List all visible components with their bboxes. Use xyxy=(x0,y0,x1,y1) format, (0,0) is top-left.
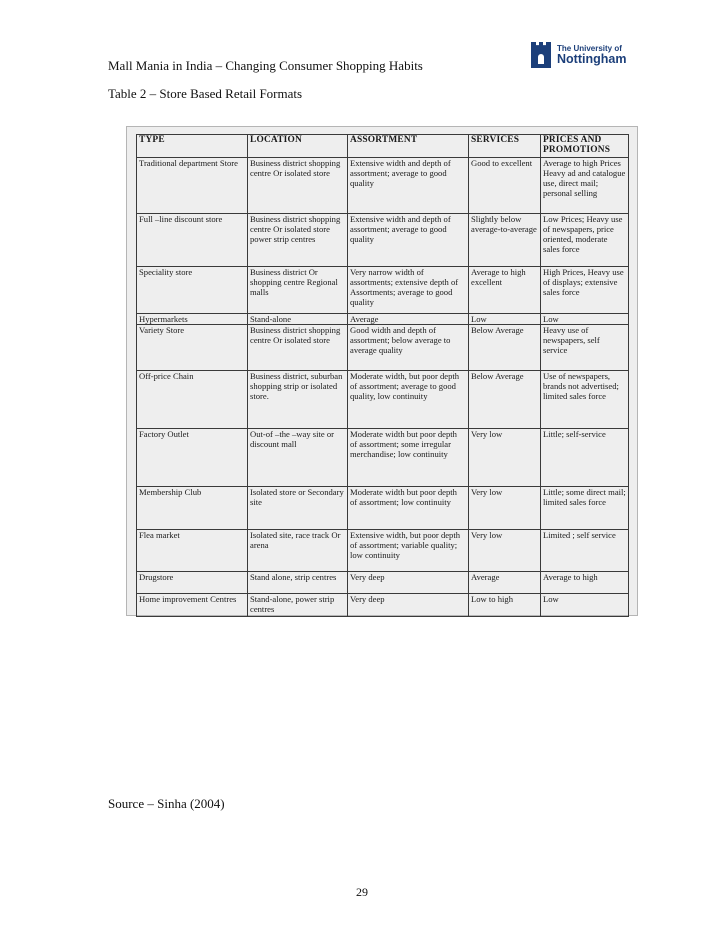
table-caption: Table 2 – Store Based Retail Formats xyxy=(108,86,303,101)
cell-assortment: Extensive width, but poor depth of assortment; variable quality; low continuity xyxy=(348,530,469,572)
scanned-table-image xyxy=(126,126,638,616)
column-header-assortment: ASSORTMENT xyxy=(348,135,469,158)
cell-location: Business district shopping centre Or isolated store xyxy=(248,325,348,371)
cell-type: Flea market xyxy=(137,530,248,572)
cell-assortment: Very deep xyxy=(348,594,469,617)
cell-services: Good to excellent xyxy=(469,158,541,214)
table-row xyxy=(137,594,629,617)
cell-location: Isolated store or Secondary site xyxy=(248,487,348,530)
cell-type: Drugstore xyxy=(137,572,248,594)
cell-type: Variety Store xyxy=(137,325,248,371)
cell-type: Full –line discount store xyxy=(137,214,248,267)
table-row xyxy=(137,214,629,267)
cell-type: Home improvement Centres xyxy=(137,594,248,617)
table-row xyxy=(137,371,629,429)
cell-prices-promotions: High Prices, Heavy use of displays; extensive sales force xyxy=(541,267,629,314)
table-row xyxy=(137,267,629,314)
cell-location: Business district Or shopping centre Regional malls xyxy=(248,267,348,314)
cell-location: Business district shopping centre Or isolated store power strip centres xyxy=(248,214,348,267)
cell-prices-promotions: Average to high Prices Heavy ad and catalogue use, direct mail; personal selling xyxy=(541,158,629,214)
cell-prices-promotions: Little; some direct mail; limited sales force xyxy=(541,487,629,530)
cell-services: Very low xyxy=(469,530,541,572)
cell-assortment: Moderate width but poor depth of assortment; some irregular merchandise; low continuity xyxy=(348,429,469,487)
cell-assortment: Very deep xyxy=(348,572,469,594)
source-citation: Source – Sinha (2004) xyxy=(108,796,225,811)
cell-services: Low to high xyxy=(469,594,541,617)
cell-services: Below Average xyxy=(469,371,541,429)
cell-location: Isolated site, race track Or arena xyxy=(248,530,348,572)
column-header-location: LOCATION xyxy=(248,135,348,158)
table-row xyxy=(137,487,629,530)
cell-location: Out-of –the –way site or discount mall xyxy=(248,429,348,487)
cell-services: Low xyxy=(469,314,541,325)
cell-services: Average to high excellent xyxy=(469,267,541,314)
cell-prices-promotions: Low xyxy=(541,314,629,325)
table-row xyxy=(137,325,629,371)
cell-prices-promotions: Little; self-service xyxy=(541,429,629,487)
logo-line-2: Nottingham xyxy=(557,51,627,66)
cell-location: Stand-alone xyxy=(248,314,348,325)
retail-formats-table xyxy=(136,134,629,617)
column-header-type: TYPE xyxy=(137,135,248,158)
column-header-services: SERVICES xyxy=(469,135,541,158)
cell-services: Very low xyxy=(469,429,541,487)
cell-assortment: Average xyxy=(348,314,469,325)
page-number: 29 xyxy=(356,885,368,899)
cell-type: Traditional department Store xyxy=(137,158,248,214)
cell-type: Speciality store xyxy=(137,267,248,314)
university-logo xyxy=(531,42,626,68)
table-row xyxy=(137,530,629,572)
column-header-prices-promotions: PRICES AND PROMOTIONS xyxy=(541,135,629,158)
cell-assortment: Moderate width, but poor depth of assortment; average to good quality, low continuity xyxy=(348,371,469,429)
cell-prices-promotions: Low Prices; Heavy use of newspapers, price oriented, moderate sales force xyxy=(541,214,629,267)
cell-location: Business district shopping centre Or isolated store xyxy=(248,158,348,214)
cell-services: Slightly below average-to-average xyxy=(469,214,541,267)
table-row xyxy=(137,429,629,487)
table-row xyxy=(137,314,629,325)
page-header-title: Mall Mania in India – Changing Consumer Shopping Habits xyxy=(108,58,423,73)
cell-prices-promotions: Low xyxy=(541,594,629,617)
cell-assortment: Extensive width and depth of assortment; average to good quality xyxy=(348,214,469,267)
cell-services: Below Average xyxy=(469,325,541,371)
castle-crest-icon xyxy=(531,42,551,68)
cell-assortment: Good width and depth of assortment; below average to average quality xyxy=(348,325,469,371)
cell-location: Stand-alone, power strip centres xyxy=(248,594,348,617)
cell-location: Stand alone, strip centres xyxy=(248,572,348,594)
cell-prices-promotions: Heavy use of newspapers, self service xyxy=(541,325,629,371)
table-row xyxy=(137,158,629,214)
cell-type: Hypermarkets xyxy=(137,314,248,325)
cell-type: Off-price Chain xyxy=(137,371,248,429)
cell-type: Membership Club xyxy=(137,487,248,530)
cell-assortment: Very narrow width of assortments; extensive depth of Assortments; average to good quality xyxy=(348,267,469,314)
cell-assortment: Moderate width but poor depth of assortment; low continuity xyxy=(348,487,469,530)
cell-prices-promotions: Use of newspapers, brands not advertised; limited sales force xyxy=(541,371,629,429)
table-row xyxy=(137,572,629,594)
cell-prices-promotions: Limited ; self service xyxy=(541,530,629,572)
cell-services: Average xyxy=(469,572,541,594)
cell-prices-promotions: Average to high xyxy=(541,572,629,594)
cell-location: Business district, suburban shopping strip or isolated store. xyxy=(248,371,348,429)
cell-type: Factory Outlet xyxy=(137,429,248,487)
cell-assortment: Extensive width and depth of assortment; average to good quality xyxy=(348,158,469,214)
logo-line-1: The University of xyxy=(557,43,622,53)
cell-services: Very low xyxy=(469,487,541,530)
